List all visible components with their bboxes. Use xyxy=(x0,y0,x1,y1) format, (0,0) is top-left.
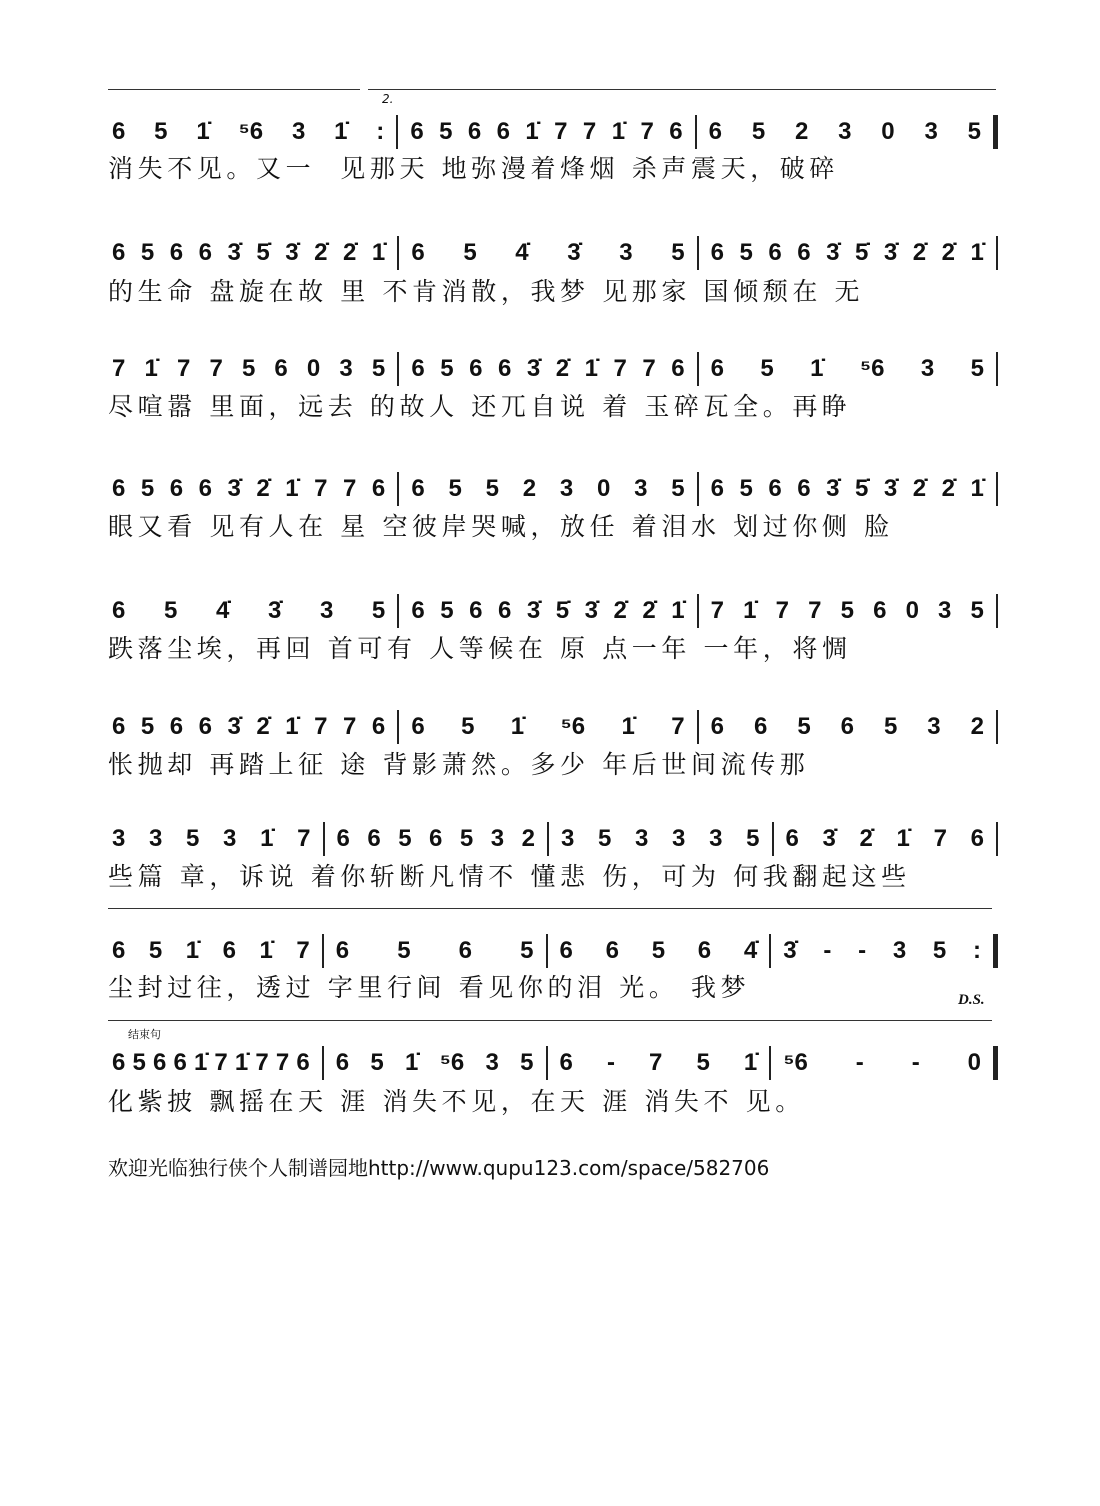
note: 5 xyxy=(440,597,454,624)
note: 1̇ xyxy=(611,118,626,145)
note: 3 xyxy=(619,239,633,266)
note: 6 xyxy=(458,937,473,964)
note: 6 xyxy=(411,475,425,502)
barline xyxy=(993,1046,998,1080)
note: 2 xyxy=(521,825,535,852)
note: 6 xyxy=(496,118,510,145)
note: 2̇ xyxy=(912,239,927,266)
note: - xyxy=(855,1049,864,1076)
note: 6 xyxy=(198,713,212,740)
note: 6 xyxy=(296,1049,310,1076)
note: 7 xyxy=(343,713,357,740)
note: 7 xyxy=(112,355,126,382)
note: 5 xyxy=(696,1049,710,1076)
measure xyxy=(108,355,397,383)
note: 3 xyxy=(485,1049,499,1076)
notation-line xyxy=(108,469,998,509)
note: 5 xyxy=(520,937,534,964)
note: 6 xyxy=(669,118,683,145)
note: 7 xyxy=(649,1049,663,1076)
note: 5 xyxy=(163,597,178,624)
measure xyxy=(108,239,397,267)
note: 1̇ xyxy=(234,1049,249,1076)
measure xyxy=(324,1049,546,1077)
note: 2̇ xyxy=(343,239,357,266)
note: 1̇ xyxy=(743,1049,758,1076)
note: 3 xyxy=(635,825,649,852)
note: 5̇ xyxy=(855,239,869,266)
note: 2̇ xyxy=(642,597,656,624)
note: 1̇ xyxy=(970,475,984,502)
note: ⁵6 xyxy=(783,1049,808,1076)
note: 6 xyxy=(469,597,483,624)
notation-line xyxy=(108,112,998,152)
notation-line xyxy=(108,707,998,747)
note: 1̇ xyxy=(896,825,910,852)
note: 7 xyxy=(255,1049,269,1076)
note: 1̇ xyxy=(970,239,984,266)
measure xyxy=(699,475,996,503)
note: 3 xyxy=(920,355,935,382)
note: 5 xyxy=(970,355,984,382)
note: 7 xyxy=(314,713,328,740)
note: 6 xyxy=(198,475,212,502)
ending-bracket-1 xyxy=(108,89,360,90)
note: 6 xyxy=(411,239,425,266)
measure xyxy=(699,239,996,267)
measure xyxy=(699,597,996,625)
note: 7 xyxy=(582,118,597,145)
note: 6 xyxy=(797,239,811,266)
note: 3 xyxy=(561,825,575,852)
note: 7 xyxy=(671,713,685,740)
note: 3 xyxy=(339,355,353,382)
lyric-line: 化紫披 飘摇在天 涯 消失不见，在天 涯 消失不 见。 xyxy=(108,1087,805,1116)
ending-bracket-2 xyxy=(368,89,996,90)
notation-line xyxy=(108,819,998,859)
lyric-line: 尘封过往，透过 字里行间 看见你的泪 光。 我梦 xyxy=(108,973,751,1002)
note: 5 xyxy=(751,118,766,145)
measure xyxy=(771,937,993,965)
note: 0 xyxy=(905,597,919,624)
note: - xyxy=(858,937,867,964)
measure xyxy=(398,118,694,146)
note: 5 xyxy=(371,597,386,624)
note: 2̇ xyxy=(555,355,570,382)
note: 5 xyxy=(520,1049,534,1076)
note: 3 xyxy=(938,597,952,624)
note: 6 xyxy=(797,475,811,502)
note: 6 xyxy=(169,713,184,740)
note: 6 xyxy=(708,118,723,145)
notation-line xyxy=(108,349,998,389)
note: 5 xyxy=(651,937,666,964)
note: 6 xyxy=(467,118,482,145)
lyric-line: 的生命 盘旋在故 里 不肯消散，我梦 见那家 国倾颓在 无 xyxy=(108,277,865,306)
note: 5 xyxy=(746,825,760,852)
note: 6 xyxy=(410,118,424,145)
ending-phrase-label: 结束句 xyxy=(128,1028,161,1041)
note: 6 xyxy=(112,118,126,145)
note: 5̇ xyxy=(855,475,869,502)
note: 6 xyxy=(169,475,184,502)
measure xyxy=(108,597,397,625)
note: 7 xyxy=(296,937,310,964)
note: 0 xyxy=(967,1049,981,1076)
measure xyxy=(548,937,770,965)
note: 6 xyxy=(152,1049,167,1076)
note: 6 xyxy=(710,713,725,740)
note: 3 xyxy=(490,825,505,852)
note: 5̇ xyxy=(256,239,270,266)
measure xyxy=(108,475,397,503)
note: 5 xyxy=(671,475,685,502)
note: 3̇ xyxy=(826,475,840,502)
note: 1̇ xyxy=(144,355,158,382)
lyric-line: 消失不见。又一 见那天 地弥漫着烽烟 杀声震天，破碎 xyxy=(108,154,839,183)
note: ⁵6 xyxy=(439,1049,465,1076)
note: 5 xyxy=(440,355,454,382)
measure xyxy=(548,1049,770,1077)
note: 1̇ xyxy=(196,118,210,145)
note: 5 xyxy=(448,475,462,502)
note: 6 xyxy=(198,239,212,266)
note: 6 xyxy=(274,355,288,382)
measure xyxy=(699,355,996,383)
note: 2̇ xyxy=(256,475,270,502)
measure xyxy=(325,825,548,853)
note: 2̇ xyxy=(859,825,873,852)
note: - xyxy=(911,1049,920,1076)
lyric-line: 尽喧嚣 里面，远去 的故人 还兀自说 着 玉碎瓦全。再睁 xyxy=(108,392,852,421)
note: 6 xyxy=(605,937,619,964)
note: 3 xyxy=(112,825,126,852)
measure xyxy=(108,1049,322,1077)
barline xyxy=(996,472,998,506)
note: 6 xyxy=(710,475,725,502)
note: 6 xyxy=(335,1049,350,1076)
note: 7 xyxy=(640,118,654,145)
note: 3 xyxy=(223,825,237,852)
note: 6 xyxy=(710,355,725,382)
note: 5 xyxy=(967,118,981,145)
note: 2̇ xyxy=(941,239,956,266)
note: 7 xyxy=(209,355,223,382)
note: 1̇ xyxy=(621,713,635,740)
barline xyxy=(993,934,998,968)
note: 6 xyxy=(411,597,425,624)
note: 5 xyxy=(140,239,155,266)
note: 5 xyxy=(371,355,386,382)
measure xyxy=(771,1049,993,1077)
note: 3 xyxy=(559,475,574,502)
note: 1̇ xyxy=(371,239,386,266)
note: 5 xyxy=(883,713,898,740)
note: 4̇ xyxy=(215,597,230,624)
note: 3̇ xyxy=(526,597,541,624)
barline xyxy=(996,822,998,856)
note: 6 xyxy=(411,355,425,382)
barline xyxy=(993,115,998,149)
note: 1̇ xyxy=(185,937,200,964)
measure xyxy=(324,937,546,965)
barline xyxy=(996,594,998,628)
note: 5 xyxy=(739,475,753,502)
note: 6 xyxy=(112,937,126,964)
measure xyxy=(399,475,696,503)
note: 5 xyxy=(932,937,947,964)
note: 7 xyxy=(275,1049,290,1076)
note: 2̇ xyxy=(314,239,328,266)
coda-bracket xyxy=(108,1020,992,1021)
note: 7 xyxy=(775,597,789,624)
note: 5 xyxy=(459,825,474,852)
note: 3 xyxy=(149,825,163,852)
note: 5 xyxy=(154,118,168,145)
notation-line xyxy=(108,591,998,631)
footer-credit: 欢迎光临独行侠个人制谱园地http://www.qupu123.com/space/582706 xyxy=(108,1156,770,1180)
note: 6 xyxy=(497,597,512,624)
note: 1̇ xyxy=(285,713,299,740)
note: 5 xyxy=(797,713,811,740)
repeat-bracket xyxy=(108,908,992,909)
note: 7 xyxy=(214,1049,228,1076)
note: 6 xyxy=(785,825,799,852)
note: 1̇ xyxy=(810,355,824,382)
note: 3 xyxy=(709,825,723,852)
note: 2 xyxy=(522,475,537,502)
note: 6 xyxy=(112,713,126,740)
note: 6 xyxy=(173,1049,187,1076)
measure xyxy=(108,825,323,853)
note: 2̇ xyxy=(912,475,927,502)
note: 1̇ xyxy=(260,825,274,852)
note: 6 xyxy=(697,937,712,964)
note: 4̇ xyxy=(515,239,529,266)
note: 7 xyxy=(297,825,311,852)
note: 6 xyxy=(970,825,984,852)
note: 5 xyxy=(132,1049,146,1076)
note: - xyxy=(823,937,832,964)
note: 2̇ xyxy=(613,597,627,624)
note: 5̇ xyxy=(555,597,570,624)
note: 6 xyxy=(429,825,443,852)
note: 5 xyxy=(398,825,412,852)
note: 5 xyxy=(186,825,200,852)
note: 5 xyxy=(970,597,984,624)
measure xyxy=(108,713,397,741)
measure xyxy=(399,713,696,741)
note: 6 xyxy=(497,355,512,382)
note: 1̇ xyxy=(584,355,598,382)
note: 4̇ xyxy=(743,937,758,964)
note: 3̇ xyxy=(227,475,241,502)
measure xyxy=(774,825,997,853)
note: 5 xyxy=(140,713,155,740)
note: 5 xyxy=(241,355,256,382)
note: ⁵6 xyxy=(238,118,264,145)
note: 3̇ xyxy=(285,239,299,266)
note: 6 xyxy=(112,239,126,266)
measure xyxy=(399,239,696,267)
note: 5 xyxy=(461,713,475,740)
note: 1̇ xyxy=(525,118,539,145)
note: 0 xyxy=(881,118,895,145)
note: 7 xyxy=(613,355,627,382)
note: 5 xyxy=(148,937,163,964)
note: 6 xyxy=(671,355,685,382)
notation-line xyxy=(108,1043,998,1083)
note: 6 xyxy=(710,239,725,266)
note: 5 xyxy=(439,118,453,145)
barline xyxy=(996,710,998,744)
note: 3̇ xyxy=(227,713,241,740)
measure xyxy=(399,355,696,383)
note: ⁵6 xyxy=(560,713,586,740)
measure xyxy=(108,937,322,965)
note: 2 xyxy=(970,713,984,740)
measure xyxy=(699,713,996,741)
note: 6 xyxy=(559,937,573,964)
note: 7 xyxy=(642,355,656,382)
note: 3 xyxy=(927,713,941,740)
note: 3 xyxy=(892,937,907,964)
measure xyxy=(549,825,772,853)
note: 3̇ xyxy=(883,475,898,502)
note: 3̇ xyxy=(822,825,836,852)
measure xyxy=(697,118,993,146)
note: 5 xyxy=(598,825,612,852)
note: 1̇ xyxy=(405,1049,419,1076)
note: 1̇ xyxy=(510,713,525,740)
notation-line xyxy=(108,233,998,273)
note: 3 xyxy=(319,597,334,624)
note: 7 xyxy=(710,597,725,624)
note: 7 xyxy=(176,355,191,382)
note: 6 xyxy=(753,713,768,740)
note: 3̇ xyxy=(267,597,282,624)
note: 3̇ xyxy=(826,239,840,266)
note: 6 xyxy=(371,713,386,740)
note: : xyxy=(376,118,385,145)
note: 6 xyxy=(469,355,483,382)
note: 5 xyxy=(485,475,499,502)
note: 6 xyxy=(112,597,126,624)
measure xyxy=(399,597,696,625)
note: 1̇ xyxy=(285,475,299,502)
ds-marking: D.S. xyxy=(958,992,985,1008)
note: 3̇ xyxy=(883,239,898,266)
note: 3 xyxy=(291,118,306,145)
note: 6 xyxy=(768,239,782,266)
lyric-line: 些篇 章，诉说 着你斩断凡情不 懂悲 伤，可为 何我翻起这些 xyxy=(108,862,911,891)
ending-2-label: 2. xyxy=(382,92,394,106)
barline xyxy=(996,236,998,270)
lyric-line: 眼又看 见有人在 星 空彼岸哭喊，放任 着泪水 划过你侧 脸 xyxy=(108,512,894,541)
note: 6 xyxy=(112,475,126,502)
note: 6 xyxy=(112,1049,126,1076)
note: 5 xyxy=(140,475,155,502)
note: 1̇ xyxy=(671,597,685,624)
note: 1̇ xyxy=(334,118,348,145)
note: : xyxy=(973,937,981,964)
note: 5 xyxy=(397,937,411,964)
note: 2̇ xyxy=(941,475,956,502)
notation-line xyxy=(108,931,998,971)
measure xyxy=(108,118,396,146)
note: 1̇ xyxy=(743,597,757,624)
note: 6 xyxy=(371,475,386,502)
note: 6 xyxy=(367,825,381,852)
note: 3 xyxy=(672,825,686,852)
note: 6 xyxy=(336,825,350,852)
note: 7 xyxy=(314,475,328,502)
note: 6 xyxy=(169,239,184,266)
note: 6 xyxy=(873,597,887,624)
note: 1̇ xyxy=(259,937,273,964)
note: 7 xyxy=(554,118,568,145)
note: 6 xyxy=(335,937,350,964)
note: 6 xyxy=(222,937,236,964)
note: 1̇ xyxy=(193,1049,208,1076)
note: 3̇ xyxy=(227,239,241,266)
note: 0 xyxy=(596,475,611,502)
lyric-line: 跌落尘埃，再回 首可有 人等候在 原 点一年 一年，将惆 xyxy=(108,634,852,663)
barline xyxy=(996,352,998,386)
note: 7 xyxy=(933,825,947,852)
note: 6 xyxy=(768,475,782,502)
note: 7 xyxy=(808,597,822,624)
note: 3̇ xyxy=(567,239,581,266)
note: - xyxy=(606,1049,615,1076)
note: 5 xyxy=(370,1049,384,1076)
note: 3 xyxy=(634,475,648,502)
note: 3̇ xyxy=(783,937,797,964)
note: 3 xyxy=(838,118,852,145)
note: 5 xyxy=(840,597,854,624)
note: 5 xyxy=(671,239,685,266)
note: 3̇ xyxy=(526,355,541,382)
note: 2 xyxy=(794,118,809,145)
note: 2̇ xyxy=(256,713,270,740)
note: 5 xyxy=(760,355,774,382)
note: 0 xyxy=(306,355,321,382)
note: ⁵6 xyxy=(859,355,885,382)
note: 5 xyxy=(463,239,477,266)
note: 6 xyxy=(559,1049,573,1076)
note: 5 xyxy=(739,239,753,266)
note: 6 xyxy=(411,713,425,740)
note: 7 xyxy=(343,475,357,502)
lyric-line: 怅抛却 再踏上征 途 背影萧然。多少 年后世间流传那 xyxy=(108,750,810,779)
note: 3̇ xyxy=(584,597,598,624)
note: 3 xyxy=(924,118,938,145)
note: 6 xyxy=(840,713,854,740)
